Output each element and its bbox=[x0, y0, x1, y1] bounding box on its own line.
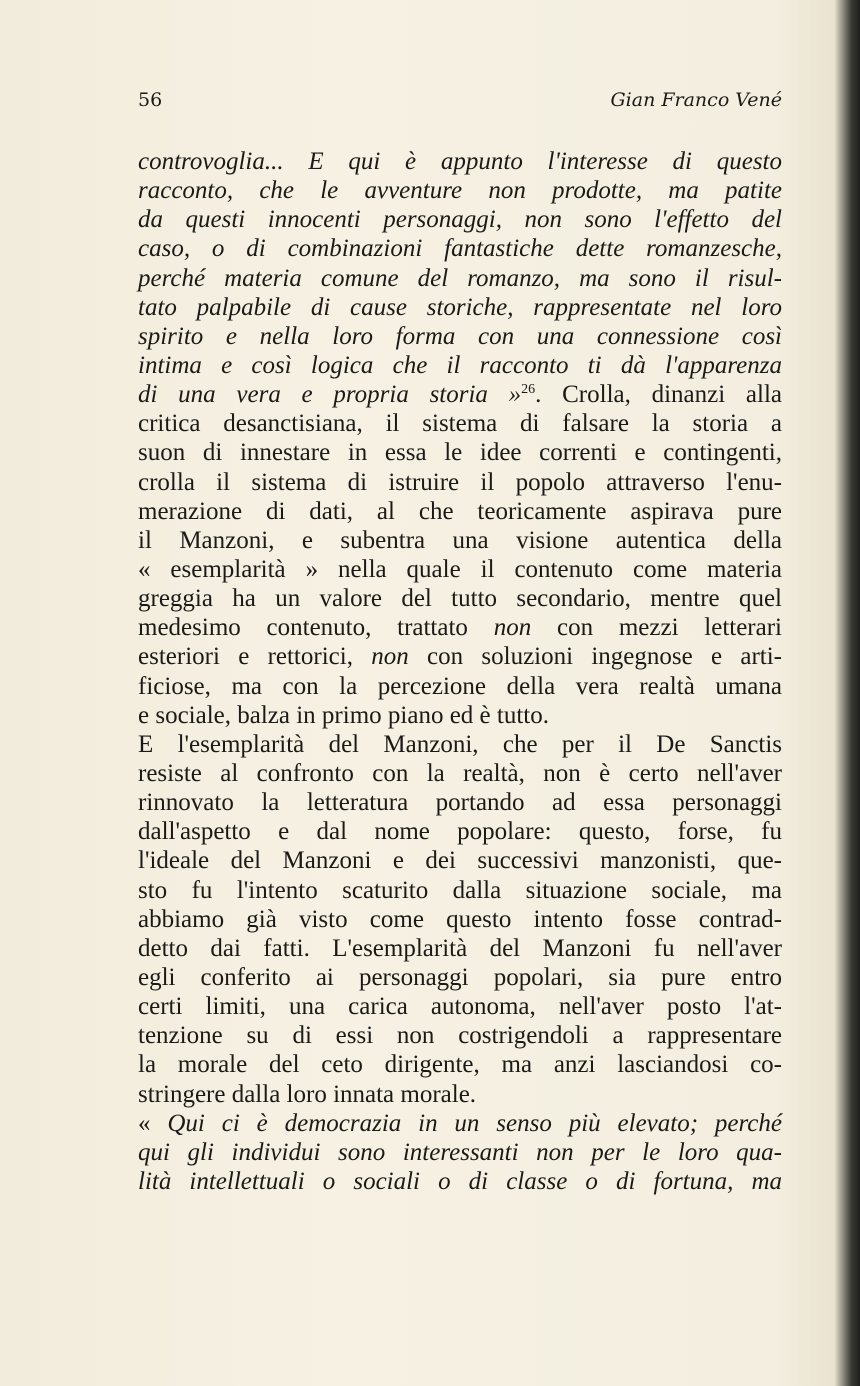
line-text: abbiamo già visto come questo intento fosse contrad- bbox=[138, 905, 782, 933]
line-text: « esemplarità » nella quale il contenuto come materia bbox=[138, 555, 782, 583]
text-line bbox=[138, 1167, 782, 1196]
text-line bbox=[138, 176, 782, 205]
text-line bbox=[138, 817, 782, 846]
line-text: la morale del ceto dirigente, ma anzi lasciandosi co- bbox=[138, 1051, 782, 1079]
line-text: da questi innocenti personaggi, non sono l'effetto del bbox=[138, 206, 782, 234]
text-line bbox=[138, 497, 782, 526]
line-text: lità intellettuali o sociali o di classe o di fortuna, ma bbox=[138, 1167, 782, 1195]
body-text bbox=[138, 147, 782, 1196]
line-text: greggia ha un valore del tutto secondario, mentre quel bbox=[138, 585, 782, 613]
text-line bbox=[138, 846, 782, 875]
text-line bbox=[138, 992, 782, 1021]
emphasis-word: non bbox=[493, 614, 532, 642]
line-text: ficiose, ma con la percezione della vera realtà umana bbox=[138, 672, 782, 700]
text-line bbox=[138, 730, 782, 759]
text-line bbox=[138, 613, 782, 642]
line-text: racconto, che le avventure non prodotte, ma patite bbox=[138, 177, 782, 205]
open-quote: « bbox=[138, 1109, 168, 1137]
line-text: perché materia comune del romanzo, ma sono il risul- bbox=[138, 264, 782, 292]
line-text: detto dai fatti. L'esemplarità del Manzoni fu nell'aver bbox=[138, 934, 782, 962]
text-line bbox=[138, 1021, 782, 1050]
line-text: . Crolla, dinanzi alla bbox=[535, 381, 782, 409]
text-line bbox=[138, 934, 782, 963]
line-text: dall'aspetto e dal nome popolare: questo, forse, fu bbox=[138, 818, 782, 846]
text-line bbox=[138, 672, 782, 701]
text-line bbox=[138, 264, 782, 293]
line-text: E l'esemplarità del Manzoni, che per il De Sanctis bbox=[138, 730, 782, 758]
line-text: con mezzi letterari bbox=[531, 614, 782, 642]
line-text: con soluzioni ingegnose e arti- bbox=[408, 643, 782, 671]
text-line bbox=[138, 147, 782, 176]
line-text: qui gli individui sono interessanti non per le loro qua- bbox=[138, 1138, 782, 1166]
text-line bbox=[138, 555, 782, 584]
line-text: tato palpabile di cause storiche, rappresentate nel loro bbox=[138, 293, 782, 321]
emphasis-word: non bbox=[371, 643, 409, 671]
line-text: merazione di dati, al che teoricamente aspirava pure bbox=[138, 497, 782, 525]
text-line bbox=[138, 701, 782, 730]
text-line bbox=[138, 876, 782, 905]
line-text: rinnovato la letteratura portando ad essa personaggi bbox=[138, 789, 782, 817]
line-text: tenzione su di essi non costrigendoli a rappresentare bbox=[138, 1022, 782, 1050]
text-line bbox=[138, 642, 782, 671]
line-text: resiste al confronto con la realtà, non è certo nell'aver bbox=[138, 759, 782, 787]
line-text: l'ideale del Manzoni e dei successivi manzonisti, que- bbox=[138, 847, 782, 875]
text-line bbox=[138, 963, 782, 992]
text-line bbox=[138, 468, 782, 497]
text-line bbox=[138, 322, 782, 351]
text-line bbox=[138, 205, 782, 234]
text-line bbox=[138, 380, 782, 409]
line-text-italic: di una vera e propria storia » bbox=[138, 381, 522, 409]
text-line bbox=[138, 1080, 782, 1109]
line-text: caso, o di combinazioni fantastiche dette romanzesche, bbox=[138, 235, 782, 263]
text-line bbox=[138, 788, 782, 817]
text-line bbox=[138, 1050, 782, 1079]
line-text: sto fu l'intento scaturito dalla situazione sociale, ma bbox=[138, 876, 782, 904]
text-line bbox=[138, 1138, 782, 1167]
line-text: controvoglia... E qui è appunto l'interesse di questo bbox=[138, 148, 782, 175]
text-line bbox=[138, 409, 782, 438]
text-line bbox=[138, 351, 782, 380]
line-text: critica desanctisiana, il sistema di falsare la storia a bbox=[138, 410, 782, 438]
line-text: certi limiti, una carica autonoma, nell'aver posto l'at- bbox=[138, 993, 782, 1021]
line-text: medesimo contenuto, trattato bbox=[138, 614, 494, 642]
running-title: Gian Franco Vené bbox=[610, 89, 782, 111]
line-text: spirito e nella loro forma con una connessione così bbox=[138, 322, 782, 350]
text-line bbox=[138, 234, 782, 263]
text-line bbox=[138, 293, 782, 322]
line-text-italic: Qui ci è democrazia in un senso più elevato; perché bbox=[167, 1109, 782, 1137]
text-line bbox=[138, 1109, 782, 1138]
line-text: il Manzoni, e subentra una visione autentica della bbox=[138, 526, 782, 554]
line-text: intima e così logica che il racconto ti dà l'apparenza bbox=[138, 351, 782, 379]
line-text: egli conferito ai personaggi popolari, sia pure entro bbox=[138, 963, 782, 991]
text-line bbox=[138, 526, 782, 555]
text-line bbox=[138, 759, 782, 788]
page-number: 56 bbox=[138, 89, 163, 111]
line-text: e sociale, balza in primo piano ed è tutto. bbox=[138, 701, 549, 729]
footnote-marker: 26 bbox=[521, 382, 536, 398]
line-text: suon di innestare in essa le idee correnti e contingenti, bbox=[138, 439, 782, 467]
text-line bbox=[138, 438, 782, 467]
line-text: esteriori e rettorici, bbox=[138, 643, 372, 671]
text-line bbox=[138, 905, 782, 934]
text-line bbox=[138, 584, 782, 613]
line-text: stringere dalla loro innata morale. bbox=[138, 1080, 477, 1108]
line-text: crolla il sistema di istruire il popolo attraverso l'enu- bbox=[138, 468, 782, 496]
